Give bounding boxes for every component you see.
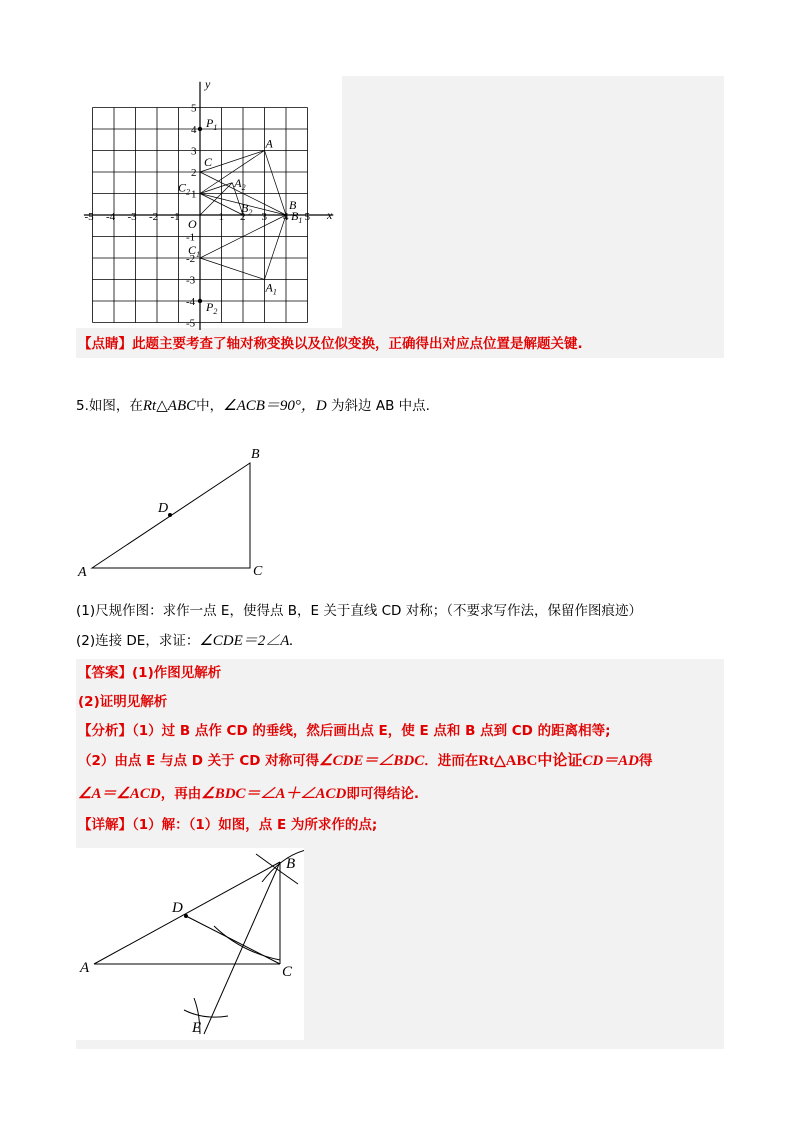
label-p1: $P_1$ [206,116,218,132]
triangle-edge [200,183,232,194]
construction-figure [76,848,304,1040]
q5-suffix: 为斜边 AB 中点. [326,398,430,414]
fig2-label-a: A [80,960,90,976]
fig1-label-c: C [253,564,263,579]
x-tick-label: -4 [106,211,116,223]
label-b2: $B_2$ [241,201,253,217]
label-c2: $C_2$ [178,180,191,197]
part1-line: (1)尺规作图：求作一点 E，使得点 B，E 关于直线 CD 对称；（不要求写作法，保留作图痕迹） [76,603,642,619]
x-tick-label: 5 [304,211,310,223]
q5-triangle: ABC [167,398,197,414]
y-tick-label: -3 [186,274,196,287]
analysis-2-expr2: CD＝AD [582,753,640,769]
analysis-2-rt: Rt△ABC中论证 [478,753,583,769]
triangle-figure [70,440,280,585]
analysis-3-mid: ，再由 [160,786,202,802]
origin-label: O [188,217,197,231]
question5-line [76,396,430,416]
detail-line [78,815,377,835]
analysis-2-suffix: 得 [639,753,653,769]
x-tick-label: 1 [218,211,224,223]
fig1-label-d: D [158,501,169,516]
analysis-line3 [78,784,419,804]
y-axis-label: y [205,77,211,91]
label-c: C [204,155,213,169]
y-tick-label: 4 [191,124,197,136]
analysis-3-suffix: 即可得结论. [346,786,420,802]
y-tick-label: 1 [191,188,197,201]
label-b: B [289,198,297,212]
analysis-2-mid: ．进而在 [424,753,479,769]
answer-line1 [78,663,221,683]
q5-mid: 中， [196,398,224,414]
triangle-edge [265,215,287,280]
y-tick-label: -1 [186,231,196,244]
analysis-3-expr2: ∠BDC＝∠A＋∠ACD [201,786,347,802]
label-p2: $P_2$ [206,300,218,316]
part2-prefix: (2)连接 DE，求证： [76,633,200,649]
triangle-edge [265,151,287,216]
q5-prefix: 5.如图，在 [76,398,143,414]
answer-line2: (2)证明见解析 [78,694,168,710]
coordinate-grid-figure [76,72,348,330]
fig2-label-d: D [172,900,183,916]
y-tick-label: 3 [191,145,197,158]
x-axis-label: x [327,208,333,222]
part2-expr: ∠CDE＝2∠A. [199,633,294,649]
label-b1: $B_1$ [291,209,303,225]
x-tick-label: 3 [261,211,267,223]
x-tick-label: -3 [127,211,137,223]
triangle-edge [200,183,232,215]
analysis-2-prefix: （2）由点 E 与点 D 关于 CD 对称可得 [78,753,320,769]
y-tick-label: -2 [186,253,196,265]
x-tick-label: -5 [84,211,94,223]
label-c1: $C_1$ [188,243,201,259]
y-tick-label: 5 [191,102,197,115]
answer-tag: 【答案】 [78,665,132,681]
dianjing-text: 此题主要考查了轴对称变换以及位似变换，正确得出对应点位置是解题关键. [132,336,583,352]
analysis-line1 [78,721,611,741]
y-tick-label: -5 [186,317,196,330]
x-tick-label: 4 [283,211,289,223]
analysis-3-expr: ∠A＝∠ACD [78,786,161,802]
triangle-edge [200,258,265,280]
detail-text: （1）解：（1）如图，点 E 为所求作的点; [132,817,378,833]
q5-angle: ∠ACB＝90°， [223,398,316,414]
q5-d: D [315,398,327,414]
q5-rt: Rt [142,398,157,414]
y-tick-label: 2 [191,167,197,179]
dianjing-line [78,334,583,354]
point-p2 [198,299,202,303]
analysis-2-expr: ∠CDE＝∠BDC [319,753,425,769]
label-a: A [265,136,273,151]
x-tick-label: -1 [170,211,180,223]
q5-triangle-symbol: △ [156,398,168,414]
detail-tag: 【详解】 [78,817,132,833]
analysis-tag: 【分析】 [78,723,132,739]
fig2-label-c: C [282,964,293,980]
fig1-label-a: A [78,565,87,580]
fig1-label-b: B [251,447,260,462]
analysis-1: （1）过 B 点作 CD 的垂线，然后画出点 E，使 E 点和 B 点到 CD 的距离相等; [132,723,611,739]
y-tick-label: -4 [186,296,196,308]
x-tick-label: 2 [240,211,246,223]
analysis-line2 [78,751,653,771]
part2-line [76,631,293,651]
label-a1: $A_1$ [265,280,277,297]
answer-1: (1)作图见解析 [132,665,222,681]
solution-panel-top [342,76,724,328]
fig2-label-b: B [286,856,296,872]
label-a2: $A_2$ [234,175,246,192]
fig2-label-e: E [192,1020,202,1036]
point-p1 [198,127,202,131]
dianjing-tag: 【点睛】 [78,336,132,352]
x-tick-label: -2 [149,211,159,223]
